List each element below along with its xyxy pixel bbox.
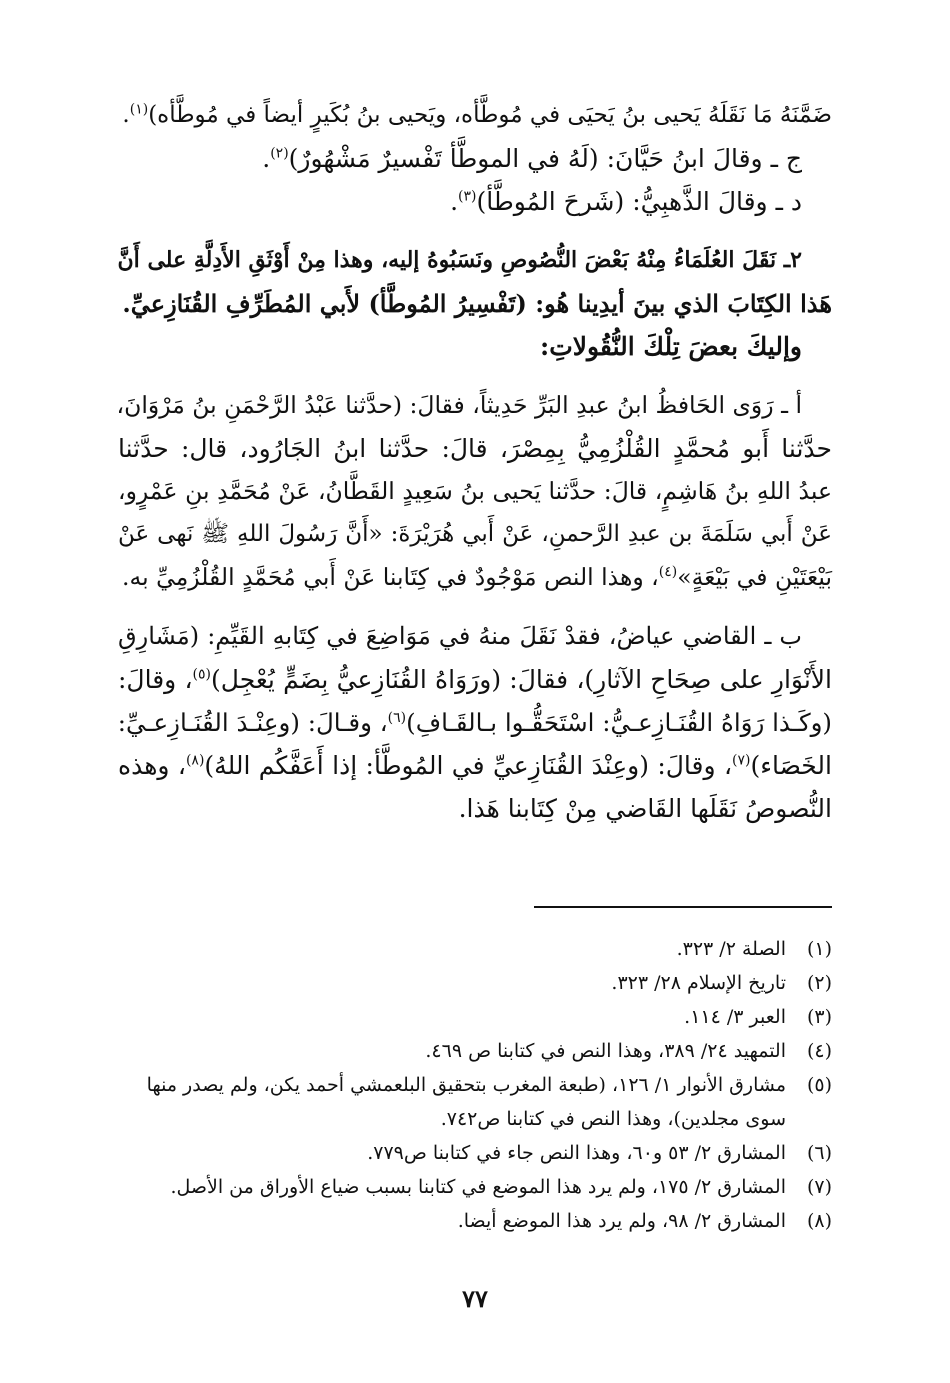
footnote-5: (٥) مشارق الأنوار ١/ ١٢٦، (طبعة المغرب بتحقيق البلعمشي أحمد يكن، ولم يصدر منها سوى مجلدين)، وهذا النص في كتابنا ص٧٤٢.	[146, 1074, 832, 1130]
body-line-15: الخَصَاء)$^{(٧)}$، وقالَ: (وعِنْدَ القُنَازِعيِّ في المُوطَّأ: إذا أَعَفَّكُم اللهُ)$^{(٨)}$، وهذه	[118, 751, 832, 780]
body-line-5: هَذا الكِتَابَ الذي بينَ أيدِينا هُو: (تَفْسِيرُ المُوطَّأ) لأَبي المُطَرِّفِ القُنَازِعيِّ.	[122, 289, 832, 318]
footnote-ref-1[interactable]: (١)	[129, 101, 149, 118]
body-line-7: أ ـ رَوَى الحَافظُ ابنُ عبدِ البَرِّ حَدِيثاً، فقالَ: (حدَّثنا عَبْدُ الرَّحْمَنِ بنُ مَرْوَانَ،	[116, 391, 802, 419]
body-line-10: عَنْ أَبي سَلَمَةَ بن عبدِ الرَّحمنِ، عَنْ أَبي هُرَيْرَةَ: «أَنَّ رَسُولَ اللهِ ﷺ نَهى عَنْ	[118, 521, 832, 547]
footnote-ref-6[interactable]: (٦)	[387, 709, 407, 726]
body-line-14: (وكَـذا رَوَاهُ القُنَـازِعـيُّ: اسْتَحَقُّـوا بـالقَـافِ)$^{(٦)}$، وقـالَ: (وعِنْـدَ القُنَـازِعـيِّ:	[117, 708, 832, 737]
footnote-4: (٤) التمهيد ٢٤/ ٣٨٩، وهذا النص في كتابنا ص ٤٦٩.	[425, 1040, 832, 1062]
body-line-8: حدَّثنا أَبو مُحمَّدٍ القُلْزُمِيُّ بِمِصْرَ، قالَ: حدَّثنا ابنُ الجَارُود، قال: حدَّثنا	[118, 434, 832, 463]
footnote-ref-2[interactable]: (٢)	[270, 145, 289, 162]
footnote-ref-4[interactable]: (٤)	[658, 564, 678, 581]
body-line-12: ب ـ القاضي عياضُ، فقدْ نَقَلَ منهُ في مَوَاضِعَ في كِتَابهِ القَيِّمِ: (مَشَارِقِ	[118, 622, 802, 650]
body-line-2: ج ـ وقالَ ابنُ حَيَّانَ: (لَهُ في الموطَّأ تَفْسيرٌ مَشْهُورٌ)$^{(٢)}$.	[262, 144, 802, 173]
footnote-1: (١) الصلة ٢/ ٣٢٣.	[676, 938, 832, 960]
footnotes	[118, 932, 832, 1238]
body-line-13: الأَنْوَارِ على صِحَاحِ الآثارِ)، فقالَ: (ورَوَاهُ القُنَازِعيُّ بِضَمٍّ يُعْجِل)$^{(٥)}$، وقالَ:	[118, 665, 832, 694]
footnote-2: (٢) تاريخ الإسلام ٢٨/ ٣٢٣.	[611, 972, 832, 994]
footnote-3: (٣) العبر ٣/ ١١٤.	[684, 1006, 832, 1028]
body-line-16: النُّصوصُ نَقَلَها القَاضي مِنْ كِتَابنا هَذا.	[458, 794, 832, 823]
footnote-separator	[534, 906, 832, 908]
body-line-3: د ـ وقالَ الذَّهبِيُّ: (شَرحَ المُوطَّأ)$^{(٣)}$.	[450, 187, 802, 216]
body-line-1: ضَمَّنَهُ مَا نَقَلَهُ يَحيى بنُ يَحيَى في مُوطَّأه، ويَحيى بنُ بُكَيرٍ أيضاً في مُوطَّأه)$^{(١)}$.	[122, 101, 832, 128]
footnote-ref-8[interactable]: (٨)	[185, 752, 205, 769]
footnote-8: (٨) المشارق ٢/ ٩٨، ولم يرد هذا الموضع أيضا.	[457, 1210, 832, 1232]
footnote-ref-3[interactable]: (٣)	[458, 188, 477, 205]
footnote-ref-5[interactable]: (٥)	[192, 666, 212, 683]
body-line-4: ٢ـ نَقَلَ العُلَمَاءُ مِنْهُ بَعْضَ النُّصُوصِ ونَسَبُوهُ إليه، وهذا مِنْ أَوْثَقِ الأَدِلَّةِ على أَنَّ	[117, 247, 802, 273]
footnote-ref-7[interactable]: (٧)	[732, 752, 751, 769]
body-line-11: بَيْعَتَيْنِ في بَيْعَةٍ»$^{(٤)}$، وهذا النص مَوْجُودٌ في كِتَابنا عَنْ أَبي مُحَمَّدٍ القُلْزُمِيِّ به.	[122, 563, 832, 591]
page-number: ٧٧	[462, 1284, 488, 1313]
footnote-6: (٦) المشارق ٢/ ٥٣ و٦٠، وهذا النص جاء في كتابنا ص٧٧٩.	[367, 1142, 832, 1164]
body-line-9: عبدُ اللهِ بنُ هَاشِمٍ، قالَ: حدَّثنا يَحيى بنُ سَعِيدٍ القَطَّانُ، عَنْ مُحَمَّدِ بنِ عَمْرٍو،	[118, 477, 832, 505]
footnote-7: (٧) المشارق ٢/ ١٧٥، ولم يرد هذا الموضع في كتابنا بسبب ضياع الأوراق من الأصل.	[170, 1176, 832, 1198]
body-line-6: وإليكَ بعضَ تِلْكَ النُّقُولاتِ:	[540, 332, 802, 361]
